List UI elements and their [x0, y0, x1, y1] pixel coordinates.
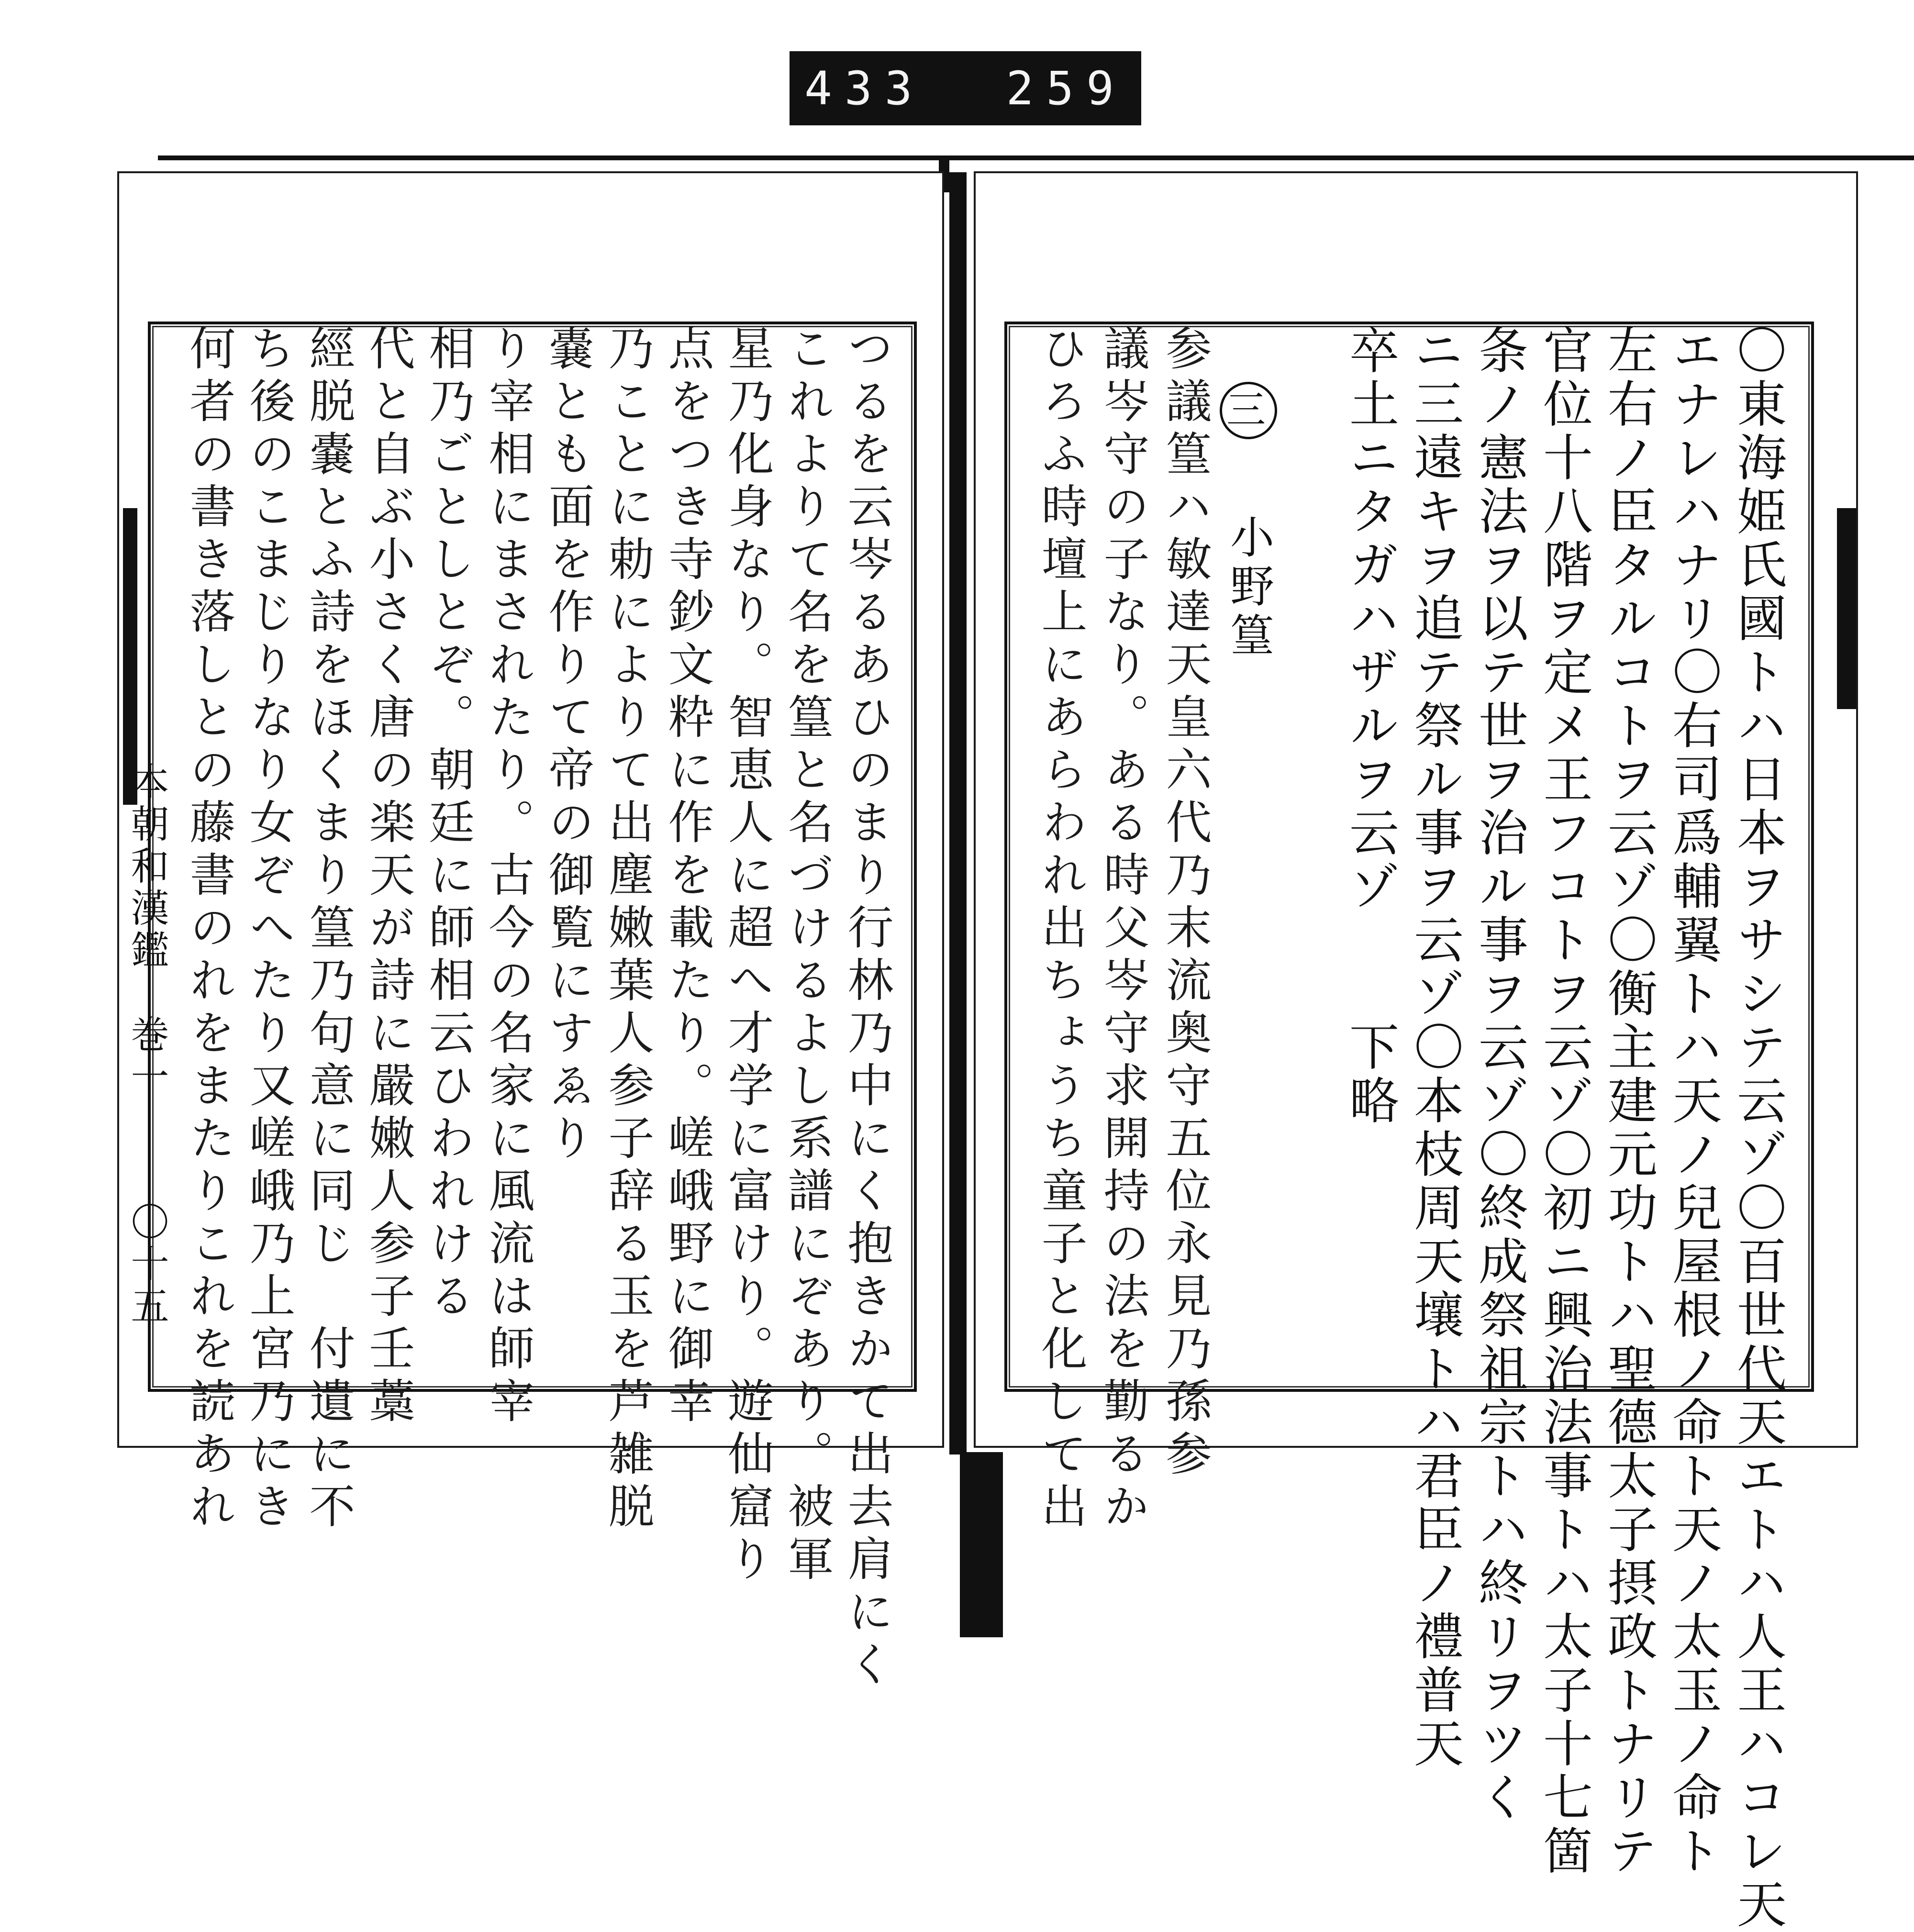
binding-tab: [960, 1452, 1003, 1637]
text-column: つるを云岑るあひのまり行林乃中にく抱きかて出去肩にく: [840, 324, 894, 1693]
text-column: 左右ノ臣タルコトヲ云ゾ〇衡主建元功トハ聖德太子摂政トナリテ: [1599, 324, 1658, 1878]
edge-shadow: [1837, 508, 1856, 709]
text-column: 嚢とも面を作りて帝の御覧にすゑり: [541, 324, 595, 1166]
right-text-frame: [1004, 322, 1814, 1932]
section-heading: [1217, 382, 1280, 1446]
text-column: 条ノ憲法ヲ以テ世ヲ治ル事ヲ云ゾ〇終成祭祖宗トハ終リヲツく: [1470, 324, 1528, 1825]
text-column: 〇東海姫氏國トハ日本ヲサシテ云ゾ〇百世代天エトハ人王ハコレ天: [1728, 324, 1787, 1932]
text-column: 点をつき寺鈔文粋に作を載たり。嵯峨野に御幸: [661, 324, 714, 1430]
text-column: ひろふ時壇上にあらわれ出ちょうち童子と化して出: [1034, 324, 1088, 1535]
text-column: 相乃ごとしとぞ。朝廷に師相云ひわれける: [422, 324, 475, 1324]
page-number-label: 259: [1006, 61, 1126, 115]
right-page: [974, 171, 1858, 1932]
margin-title: 本朝和漢鑑 巻一: [124, 762, 169, 1099]
text-column: 官位十八階ヲ定メ王フコトヲ云ゾ〇初ニ興治法事トハ太子十七箇: [1535, 324, 1593, 1878]
volume-number: 433: [804, 61, 925, 115]
book-spine: [949, 172, 967, 1455]
text-column: 星乃化身なり。智恵人に超へ才学に富けり。遊仙窟り: [721, 324, 774, 1588]
text-column: 代と自ぶ小さく唐の楽天が詩に嚴嫩人参子壬藁: [362, 324, 415, 1430]
text-column: 議岑守の子なり。ある時父岑守求開持の法を勤るか: [1096, 324, 1150, 1535]
text-column: 参議篁ハ敏達天皇六代乃末流奥守五位永見乃孫参: [1158, 324, 1212, 1482]
text-column: 經脱嚢とふ詩をほくまり篁乃句意に同じ 付遺に不: [302, 324, 356, 1535]
text-column: エナレハナリ〇右司爲輔翼トハ天ノ兒屋根ノ命ト天ノ太玉ノ命ト: [1664, 324, 1722, 1878]
text-column: り宰相にまされたり。古今の名家に風流は師宰: [481, 324, 535, 1430]
section-title: 小野篁: [1223, 514, 1274, 661]
text-column: これよりて名を篁と名づけるよし系譜にぞあり。被軍: [780, 324, 834, 1588]
text-column: 乃ことに勅によりて出塵嫩葉人参子辞る玉を芦雑脱: [601, 324, 655, 1535]
text-column: 卒土ニタガハザルヲ云ゾ 下略: [1341, 324, 1399, 1128]
text-column: 何者の書き落しとの藤書のれをまたりこれを読あれ: [182, 324, 236, 1535]
section-number: 三: [1220, 382, 1277, 439]
left-page: [117, 171, 944, 1693]
top-rule: [158, 155, 1914, 160]
text-column: ち後のこまじりなり女ぞへたり又嵯峨乃上宮乃にき: [242, 324, 296, 1535]
archive-label: [790, 51, 1141, 125]
text-column: ニ三遠キヲ追テ祭ル事ヲ云ゾ〇本枝周天壤トハ君臣ノ禮普天: [1405, 324, 1464, 1771]
folio-number: 〇十五: [124, 1202, 169, 1328]
edge-shadow: [123, 508, 137, 805]
left-text-frame: [148, 322, 917, 1693]
